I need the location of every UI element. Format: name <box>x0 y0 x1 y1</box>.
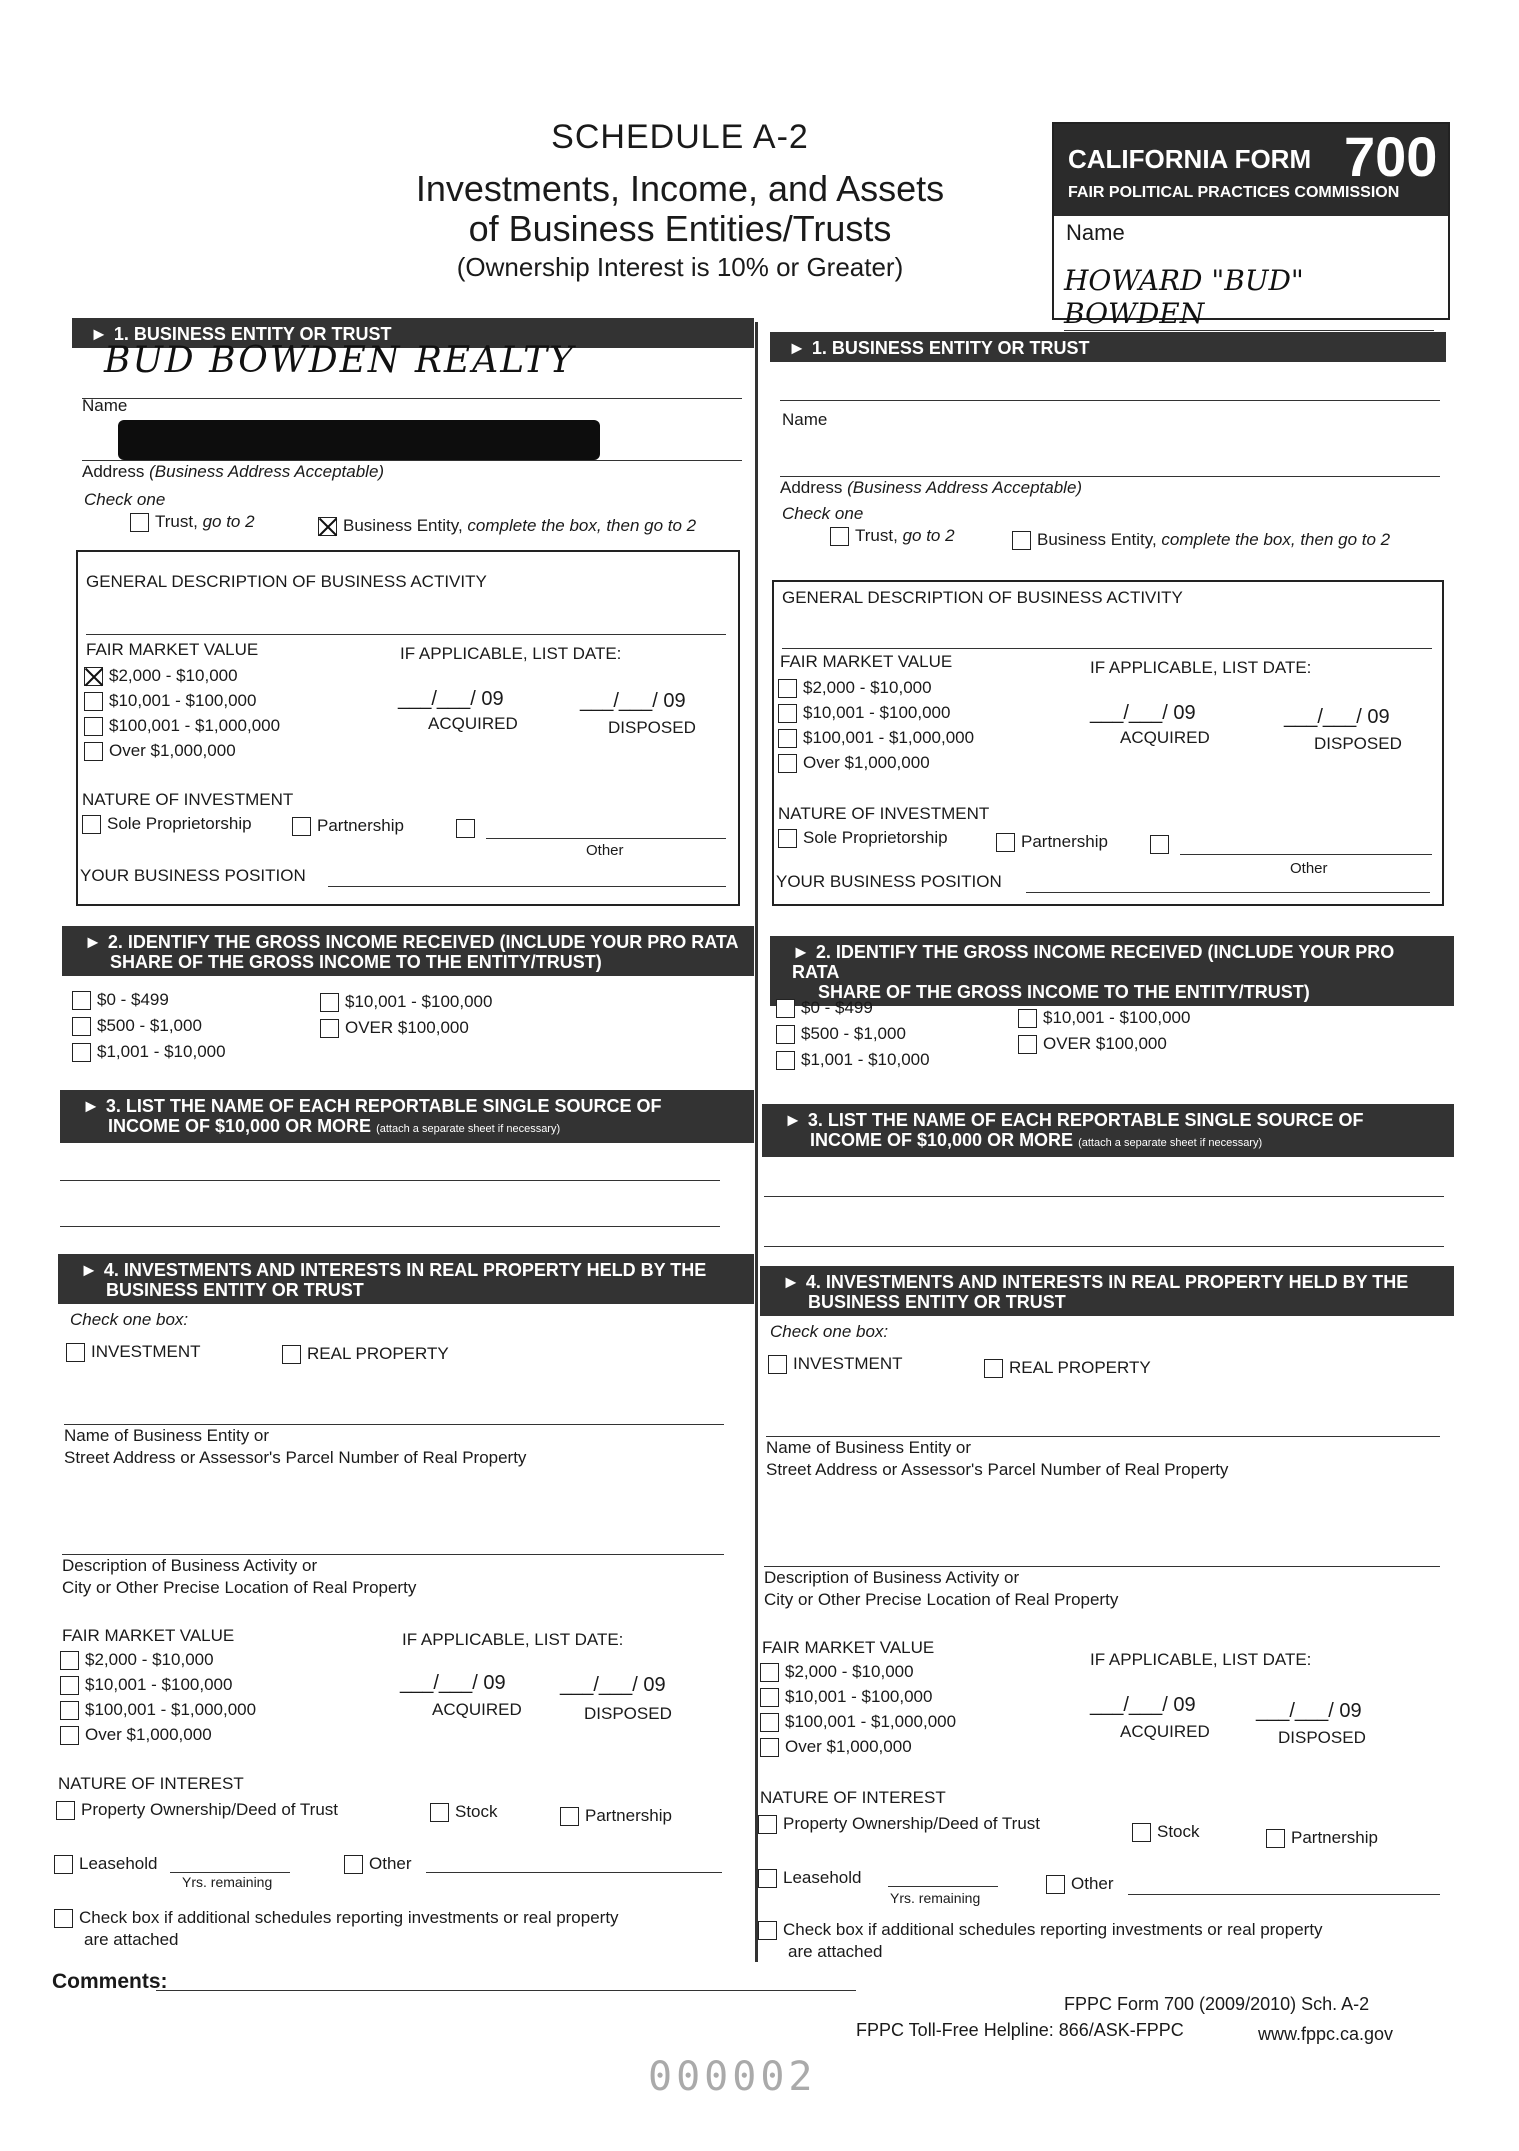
business-entity-checkbox[interactable] <box>1012 531 1031 550</box>
column-divider <box>755 322 758 1962</box>
prop-own-checkbox[interactable] <box>56 1801 75 1820</box>
desc-label-1: Description of Business Activity or <box>62 1556 318 1575</box>
other-checkbox[interactable] <box>344 1855 363 1874</box>
fmv-checkbox[interactable] <box>84 742 103 761</box>
other-line <box>486 838 726 839</box>
fmv-option-right-4[interactable]: Over $1,000,000 <box>778 751 930 775</box>
section1-header-right: ► 1. BUSINESS ENTITY OR TRUST <box>770 332 1446 362</box>
income-opt-3[interactable]: $1,001 - $10,000 <box>72 1040 226 1064</box>
investment-option[interactable]: INVESTMENT <box>66 1340 201 1364</box>
nature-interest-label-right: NATURE OF INTEREST <box>760 1788 946 1807</box>
acquired-label: ACQUIRED <box>428 714 518 733</box>
check-one-box-label-right: Check one box: <box>770 1322 889 1341</box>
name-label-right: Name <box>782 410 828 429</box>
income-checkbox[interactable] <box>320 1019 339 1038</box>
income-checkbox[interactable] <box>72 1017 91 1036</box>
income-opt-4[interactable]: $10,001 - $100,000 <box>320 990 492 1014</box>
income-opt-right-5[interactable]: OVER $100,000 <box>1018 1032 1167 1056</box>
real-property-option-right[interactable]: REAL PROPERTY <box>984 1356 1151 1380</box>
biz-position-label: YOUR BUSINESS POSITION <box>80 866 306 885</box>
real-property-checkbox[interactable] <box>984 1359 1003 1378</box>
investment-checkbox[interactable] <box>66 1343 85 1362</box>
leasehold-option-right[interactable]: Leasehold <box>758 1866 861 1890</box>
biz-position-line[interactable] <box>328 886 726 887</box>
check-one-label: Check one <box>84 490 166 509</box>
income-checkbox[interactable] <box>776 1025 795 1044</box>
additional-schedules-option-right[interactable]: Check box if additional schedules reporting investments or real property <box>758 1918 1323 1942</box>
section4-header-right: ► 4. INVESTMENTS AND INTERESTS IN REAL PROPERTY HELD BY THE BUSINESS ENTITY OR TRUST <box>760 1266 1454 1316</box>
state-form-label: CALIFORNIA FORM <box>1068 144 1312 174</box>
biz-name-label-right-1: Name of Business Entity or <box>766 1438 972 1457</box>
leasehold-option[interactable]: Leasehold <box>54 1852 157 1876</box>
desc-label-2: City or Other Precise Location of Real Property <box>62 1578 417 1597</box>
form-subtitle: (Ownership Interest is 10% or Greater) <box>456 252 904 282</box>
fmv-checkbox[interactable] <box>60 1726 79 1745</box>
fmv-option-right-3[interactable]: $100,001 - $1,000,000 <box>778 726 974 750</box>
other4-option-right[interactable]: Other <box>1046 1872 1114 1896</box>
disposed-label: DISPOSED <box>608 718 696 737</box>
list-date-label: IF APPLICABLE, LIST DATE: <box>400 644 622 663</box>
trust-option-right[interactable]: Trust, go to 2 <box>830 524 955 548</box>
fmv-option-right-1[interactable]: $2,000 - $10,000 <box>778 676 932 700</box>
additional-label-right-2: are attached <box>788 1942 883 1961</box>
trust-option[interactable]: Trust, go to 2 <box>130 510 255 534</box>
fmv-checkbox[interactable] <box>760 1688 779 1707</box>
trust-checkbox[interactable] <box>130 513 149 532</box>
fmv-checkbox[interactable] <box>760 1663 779 1682</box>
sole-prop-checkbox[interactable] <box>82 815 101 834</box>
form-number: 700 <box>1344 125 1438 188</box>
form-id-bar <box>1054 124 1448 216</box>
partnership-checkbox[interactable] <box>1266 1829 1285 1848</box>
comments-line[interactable] <box>156 1990 856 1991</box>
fmv4-option-3[interactable]: $100,001 - $1,000,000 <box>60 1698 256 1722</box>
nature-investment-label-right: NATURE OF INVESTMENT <box>778 804 990 823</box>
schedule-label: SCHEDULE A-2 <box>551 118 809 156</box>
fmv-checkbox[interactable] <box>778 679 797 698</box>
sole-prop-option-right[interactable]: Sole Proprietorship <box>778 826 948 850</box>
helpline: FPPC Toll-Free Helpline: 866/ASK-FPPC <box>856 2020 1184 2040</box>
other-option-right[interactable] <box>1150 832 1175 856</box>
section2-header: ► 2. IDENTIFY THE GROSS INCOME RECEIVED (INCLUDE YOUR PRO RATA SHARE OF THE GROSS INCOME TO THE ENTITY/TRUST) <box>62 926 754 976</box>
prop-own-option-right[interactable]: Property Ownership/Deed of Trust <box>758 1812 1040 1836</box>
stock-option[interactable]: Stock <box>430 1800 498 1824</box>
acquired-label-right: ACQUIRED <box>1120 1722 1210 1741</box>
prop-own-option[interactable]: Property Ownership/Deed of Trust <box>56 1798 338 1822</box>
leasehold-checkbox[interactable] <box>758 1869 777 1888</box>
disposed-label-right: DISPOSED <box>1278 1728 1366 1747</box>
section2-header-right: ► 2. IDENTIFY THE GROSS INCOME RECEIVED (INCLUDE YOUR PRO RATA SHARE OF THE GROSS INCOME TO THE ENTITY/TRUST) <box>770 936 1454 1006</box>
biz-name-label-2: Street Address or Assessor's Parcel Number of Real Property <box>64 1448 527 1467</box>
fmv-option-3[interactable]: $100,001 - $1,000,000 <box>84 714 280 738</box>
fmv4-option-4[interactable]: Over $1,000,000 <box>60 1723 212 1747</box>
partnership4-option-right[interactable]: Partnership <box>1266 1826 1378 1850</box>
partnership-checkbox[interactable] <box>560 1807 579 1826</box>
sole-prop-option[interactable]: Sole Proprietorship <box>82 812 252 836</box>
form-title-line2: of Business Entities/Trusts <box>468 208 892 249</box>
list-date-label: IF APPLICABLE, LIST DATE: <box>402 1630 624 1649</box>
desc-label-right-2: City or Other Precise Location of Real Property <box>764 1590 1119 1609</box>
partnership-option[interactable]: Partnership <box>292 814 404 838</box>
other4-line-right[interactable] <box>1128 1894 1440 1895</box>
income-opt-2[interactable]: $500 - $1,000 <box>72 1014 202 1038</box>
prop-own-checkbox[interactable] <box>758 1815 777 1834</box>
biz-name-label-right-2: Street Address or Assessor's Parcel Number of Real Property <box>766 1460 1229 1479</box>
additional-schedules-option[interactable]: Check box if additional schedules reporting investments or real property <box>54 1906 619 1930</box>
income-checkbox[interactable] <box>72 991 91 1010</box>
gen-desc-label: GENERAL DESCRIPTION OF BUSINESS ACTIVITY <box>86 572 487 591</box>
business-entity-option-right[interactable]: Business Entity, complete the box, then go to 2 <box>1012 528 1390 552</box>
fmv-checkbox[interactable] <box>60 1651 79 1670</box>
income-opt-right-3[interactable]: $1,001 - $10,000 <box>776 1048 930 1072</box>
sole-prop-checkbox[interactable] <box>778 829 797 848</box>
filer-name-handwritten[interactable]: HOWARD "BUD" BOWDEN <box>1064 264 1434 331</box>
fmv-option-2[interactable]: $10,001 - $100,000 <box>84 689 256 713</box>
desc-label-right-1: Description of Business Activity or <box>764 1568 1020 1587</box>
disposed-date[interactable]: ___/___/ 09 <box>560 1674 666 1696</box>
section3-header: ► 3. LIST THE NAME OF EACH REPORTABLE SINGLE SOURCE OF INCOME OF $10,000 OR MORE (attach a separate sheet if necessary) <box>60 1090 754 1143</box>
business-activity-box <box>76 550 740 906</box>
income-checkbox[interactable] <box>320 993 339 1012</box>
name-label: Name <box>82 396 128 415</box>
gen-desc-line <box>86 634 726 635</box>
fmv-checkbox[interactable] <box>778 729 797 748</box>
income-checkbox[interactable] <box>776 1051 795 1070</box>
biz-position-label-right: YOUR BUSINESS POSITION <box>776 872 1002 891</box>
partnership-checkbox[interactable] <box>996 833 1015 852</box>
income-opt-right-2[interactable]: $500 - $1,000 <box>776 1022 906 1046</box>
nature-interest-label: NATURE OF INTEREST <box>58 1774 244 1793</box>
leasehold-checkbox[interactable] <box>54 1855 73 1874</box>
income-checkbox[interactable] <box>72 1043 91 1062</box>
business-activity-box-right <box>772 580 1444 906</box>
website-link[interactable]: www.fppc.ca.gov <box>1258 2024 1394 2044</box>
name-line-right[interactable] <box>780 400 1440 401</box>
desc-line-right[interactable] <box>764 1566 1440 1567</box>
commission-label: FAIR POLITICAL PRACTICES COMMISSION <box>1068 184 1400 201</box>
yrs-line[interactable] <box>170 1872 290 1873</box>
disposed-date-right[interactable]: ___/___/ 09 <box>1284 706 1390 728</box>
fmv-option-1[interactable]: $2,000 - $10,000 <box>84 664 238 688</box>
partnership4-option[interactable]: Partnership <box>560 1804 672 1828</box>
california-form-box <box>1052 122 1450 330</box>
other-checkbox[interactable] <box>1046 1875 1065 1894</box>
other-option[interactable] <box>456 816 481 840</box>
partnership-checkbox[interactable] <box>292 817 311 836</box>
form-reference: FPPC Form 700 (2009/2010) Sch. A-2 <box>1064 1994 1370 2014</box>
entity-name-handwritten[interactable]: BUD BOWDEN REALTY <box>104 340 575 381</box>
investment-checkbox[interactable] <box>768 1355 787 1374</box>
redacted-address <box>118 420 600 460</box>
section4-header: ► 4. INVESTMENTS AND INTERESTS IN REAL PROPERTY HELD BY THE BUSINESS ENTITY OR TRUST <box>58 1254 754 1304</box>
yrs-line-right[interactable] <box>888 1886 998 1887</box>
name-line <box>82 398 742 399</box>
income-opt-right-1[interactable]: $0 - $499 <box>776 996 873 1020</box>
section3-header-right: ► 3. LIST THE NAME OF EACH REPORTABLE SINGLE SOURCE OF INCOME OF $10,000 OR MORE (attach a separate sheet if necessary) <box>762 1104 1454 1157</box>
fmv-option-right-2[interactable]: $10,001 - $100,000 <box>778 701 950 725</box>
acquired-date[interactable]: ___/___/ 09 <box>398 688 504 710</box>
list-date-label-right: IF APPLICABLE, LIST DATE: <box>1090 658 1312 677</box>
comments-label: Comments: <box>52 1970 168 1993</box>
fmv4-option-right-4[interactable]: Over $1,000,000 <box>760 1735 912 1759</box>
acquired-date-right[interactable]: ___/___/ 09 <box>1090 1694 1196 1716</box>
income-checkbox[interactable] <box>776 999 795 1018</box>
filer-name-label: Name <box>1066 220 1125 245</box>
other-label-right: Other <box>1290 860 1328 877</box>
stock-checkbox[interactable] <box>430 1803 449 1822</box>
gen-desc-label-right: GENERAL DESCRIPTION OF BUSINESS ACTIVITY <box>782 588 1183 607</box>
other-line-right[interactable] <box>1180 854 1432 855</box>
real-property-option[interactable]: REAL PROPERTY <box>282 1342 449 1366</box>
income-checkbox[interactable] <box>1018 1009 1037 1028</box>
income-source-line-1[interactable] <box>60 1180 720 1181</box>
acquired-label-right: ACQUIRED <box>1120 728 1210 747</box>
page-stamp: 000002 <box>648 2054 817 2100</box>
stock-checkbox[interactable] <box>1132 1823 1151 1842</box>
fmv-checkbox-checked[interactable] <box>84 667 103 686</box>
check-one-label-right: Check one <box>782 504 864 523</box>
disposed-date[interactable]: ___/___/ 09 <box>580 690 686 712</box>
biz-position-line-right[interactable] <box>1026 892 1430 893</box>
fmv4-option-2[interactable]: $10,001 - $100,000 <box>60 1673 232 1697</box>
nature-investment-label: NATURE OF INVESTMENT <box>82 790 294 809</box>
fmv-label: FAIR MARKET VALUE <box>62 1626 235 1645</box>
acquired-date[interactable]: ___/___/ 09 <box>400 1672 506 1694</box>
fmv-checkbox[interactable] <box>760 1738 779 1757</box>
disposed-label-right: DISPOSED <box>1314 734 1402 753</box>
trust-checkbox[interactable] <box>830 527 849 546</box>
list-date-label-right: IF APPLICABLE, LIST DATE: <box>1090 1650 1312 1669</box>
income-opt-1[interactable]: $0 - $499 <box>72 988 169 1012</box>
acquired-label: ACQUIRED <box>432 1700 522 1719</box>
other4-option[interactable]: Other <box>344 1852 412 1876</box>
other-checkbox[interactable] <box>1150 835 1169 854</box>
other-checkbox[interactable] <box>456 819 475 838</box>
fmv-checkbox[interactable] <box>760 1713 779 1732</box>
gen-desc-line-right[interactable] <box>782 648 1432 649</box>
income-opt-right-4[interactable]: $10,001 - $100,000 <box>1018 1006 1190 1030</box>
real-property-checkbox[interactable] <box>282 1345 301 1364</box>
stock-option-right[interactable]: Stock <box>1132 1820 1200 1844</box>
disposed-label: DISPOSED <box>584 1704 672 1723</box>
business-entity-checkbox-checked[interactable] <box>318 517 337 536</box>
additional-checkbox[interactable] <box>758 1921 777 1940</box>
check-one-box-label: Check one box: <box>70 1310 189 1329</box>
income-checkbox[interactable] <box>1018 1035 1037 1054</box>
address-label: Address (Business Address Acceptable) <box>82 462 385 481</box>
investment-option-right[interactable]: INVESTMENT <box>768 1352 903 1376</box>
fmv-option-4[interactable]: Over $1,000,000 <box>84 739 236 763</box>
biz-name-line[interactable] <box>64 1424 724 1425</box>
fmv4-option-1[interactable]: $2,000 - $10,000 <box>60 1648 214 1672</box>
biz-name-line-right[interactable] <box>766 1436 1440 1437</box>
fmv-label-right: FAIR MARKET VALUE <box>762 1638 935 1657</box>
address-line-right[interactable] <box>780 476 1440 477</box>
fmv-checkbox[interactable] <box>778 754 797 773</box>
disposed-date-right[interactable]: ___/___/ 09 <box>1256 1700 1362 1722</box>
business-entity-option[interactable]: Business Entity, complete the box, then go to 2 <box>318 514 696 538</box>
fmv4-option-right-3[interactable]: $100,001 - $1,000,000 <box>760 1710 956 1734</box>
acquired-date-right[interactable]: ___/___/ 09 <box>1090 702 1196 724</box>
fmv-checkbox[interactable] <box>778 704 797 723</box>
fmv-label-right: FAIR MARKET VALUE <box>780 652 953 671</box>
fmv-checkbox[interactable] <box>84 717 103 736</box>
other-label: Other <box>586 842 624 859</box>
fmv-checkbox[interactable] <box>84 692 103 711</box>
income-source-line-right-2[interactable] <box>764 1246 1444 1247</box>
fmv-label: FAIR MARKET VALUE <box>86 640 259 659</box>
fmv-checkbox[interactable] <box>60 1701 79 1720</box>
additional-label-2: are attached <box>84 1930 179 1949</box>
income-source-line-2[interactable] <box>60 1226 720 1227</box>
partnership-option-right[interactable]: Partnership <box>996 830 1108 854</box>
fmv4-option-right-2[interactable]: $10,001 - $100,000 <box>760 1685 932 1709</box>
income-opt-5[interactable]: OVER $100,000 <box>320 1016 469 1040</box>
other4-line[interactable] <box>426 1872 722 1873</box>
form-title-line1: Investments, Income, and Assets <box>415 168 945 209</box>
desc-line[interactable] <box>62 1554 724 1555</box>
section1-header: ► 1. BUSINESS ENTITY OR TRUST <box>72 318 754 348</box>
fmv4-option-right-1[interactable]: $2,000 - $10,000 <box>760 1660 914 1684</box>
fmv-checkbox[interactable] <box>60 1676 79 1695</box>
yrs-remaining-label: Yrs. remaining <box>182 1874 273 1890</box>
address-label-right: Address (Business Address Acceptable) <box>780 478 1083 497</box>
biz-name-label-1: Name of Business Entity or <box>64 1426 270 1445</box>
income-source-line-right-1[interactable] <box>764 1196 1444 1197</box>
address-line <box>82 460 742 461</box>
yrs-remaining-label-right: Yrs. remaining <box>890 1890 981 1906</box>
additional-checkbox[interactable] <box>54 1909 73 1928</box>
